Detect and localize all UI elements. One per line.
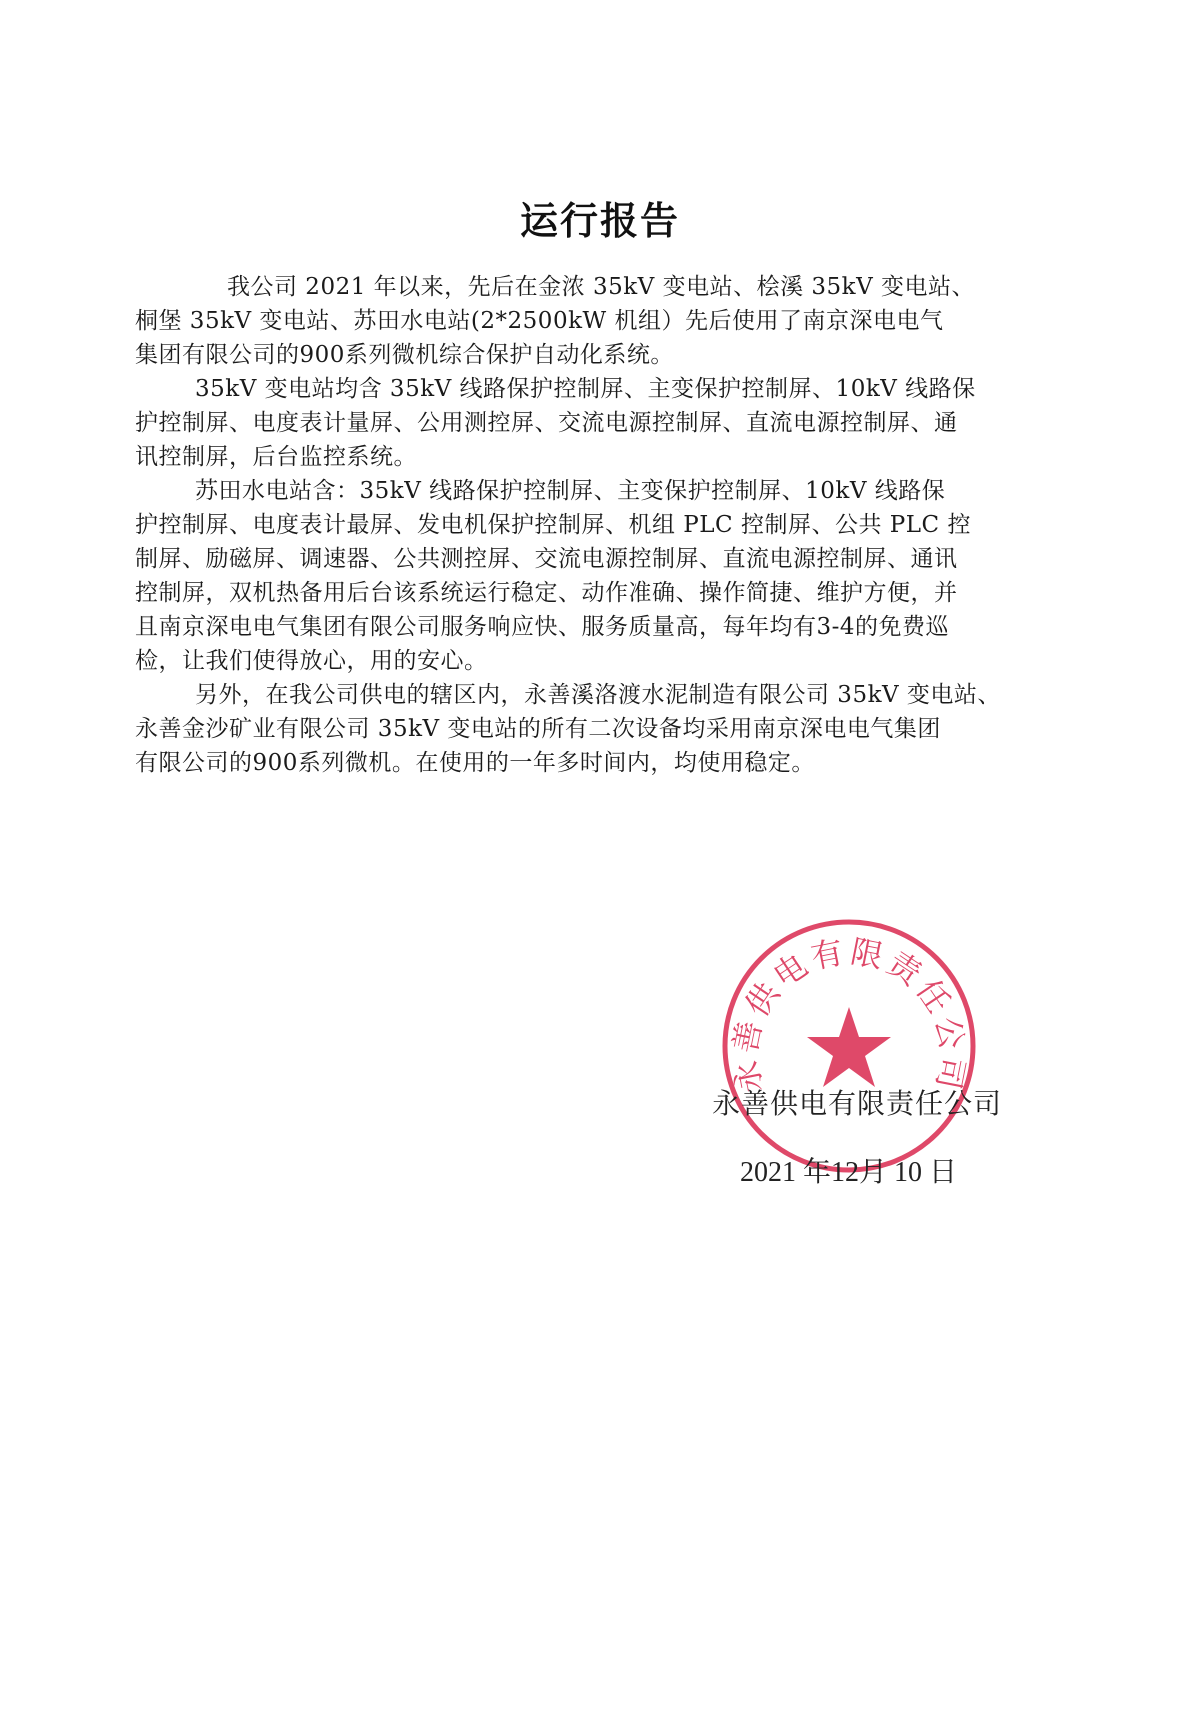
text-line: 桐堡 35kV 变电站、苏田水电站(2*2500kW 机组）先后使用了南京深电电气 [135,308,944,334]
text-line: 苏田水电站含：35kV 线路保护控制屏、主变保护控制屏、10kV 线路保 [195,478,946,504]
text-line: 集团有限公司的900系列微机综合保护自动化系统。 [135,342,674,368]
text-line: 护控制屏、电度表计量屏、公用测控屏、交流电源控制屏、直流电源控制屏、通 [135,410,958,436]
paragraph-3 [135,474,1065,678]
text-line: 检，让我们使得放心，用的安心。 [135,648,488,674]
text-line: 永善金沙矿业有限公司 35kV 变电站的所有二次设备均采用南京深电电气集团 [135,716,941,742]
paragraph-1 [135,270,1065,372]
text-line: 讯控制屏，后台监控系统。 [135,444,417,470]
text-line: 制屏、励磁屏、调速器、公共测控屏、交流电源控制屏、直流电源控制屏、通讯 [135,546,958,572]
signature-date: 2021 年12月 10 日 [740,1157,958,1188]
document-title: 运行报告 [519,199,680,243]
text-line: 控制屏，双机热备用后台该系统运行稳定、动作准确、操作简捷、维护方便，并 [135,580,958,606]
text-line: 另外，在我公司供电的辖区内，永善溪洛渡水泥制造有限公司 35kV 变电站、 [195,682,1001,708]
text-line: 且南京深电电气集团有限公司服务响应快、服务质量高，每年均有3-4的免费巡 [135,614,950,640]
text-line: 护控制屏、电度表计最屏、发电机保护控制屏、机组 PLC 控制屏、公共 PLC 控 [135,512,971,538]
paragraph-2 [135,372,1065,474]
document-body [135,270,1065,780]
company-seal-stamp [718,915,980,1177]
star-icon [807,1007,891,1087]
text-line: 我公司 2021 年以来，先后在金浓 35kV 变电站、桧溪 35kV 变电站、 [227,274,976,300]
signature-company: 永善供电有限责任公司 [712,1087,1003,1120]
text-line: 35kV 变电站均含 35kV 线路保护控制屏、主变保护控制屏、10kV 线路保 [195,376,976,402]
svg-text:永善供电有限责任公司: 永善供电有限责任公司 [725,932,973,1097]
paragraph-4 [135,678,1065,780]
text-line: 有限公司的900系列微机。在使用的一年多时间内，均使用稳定。 [135,750,815,776]
